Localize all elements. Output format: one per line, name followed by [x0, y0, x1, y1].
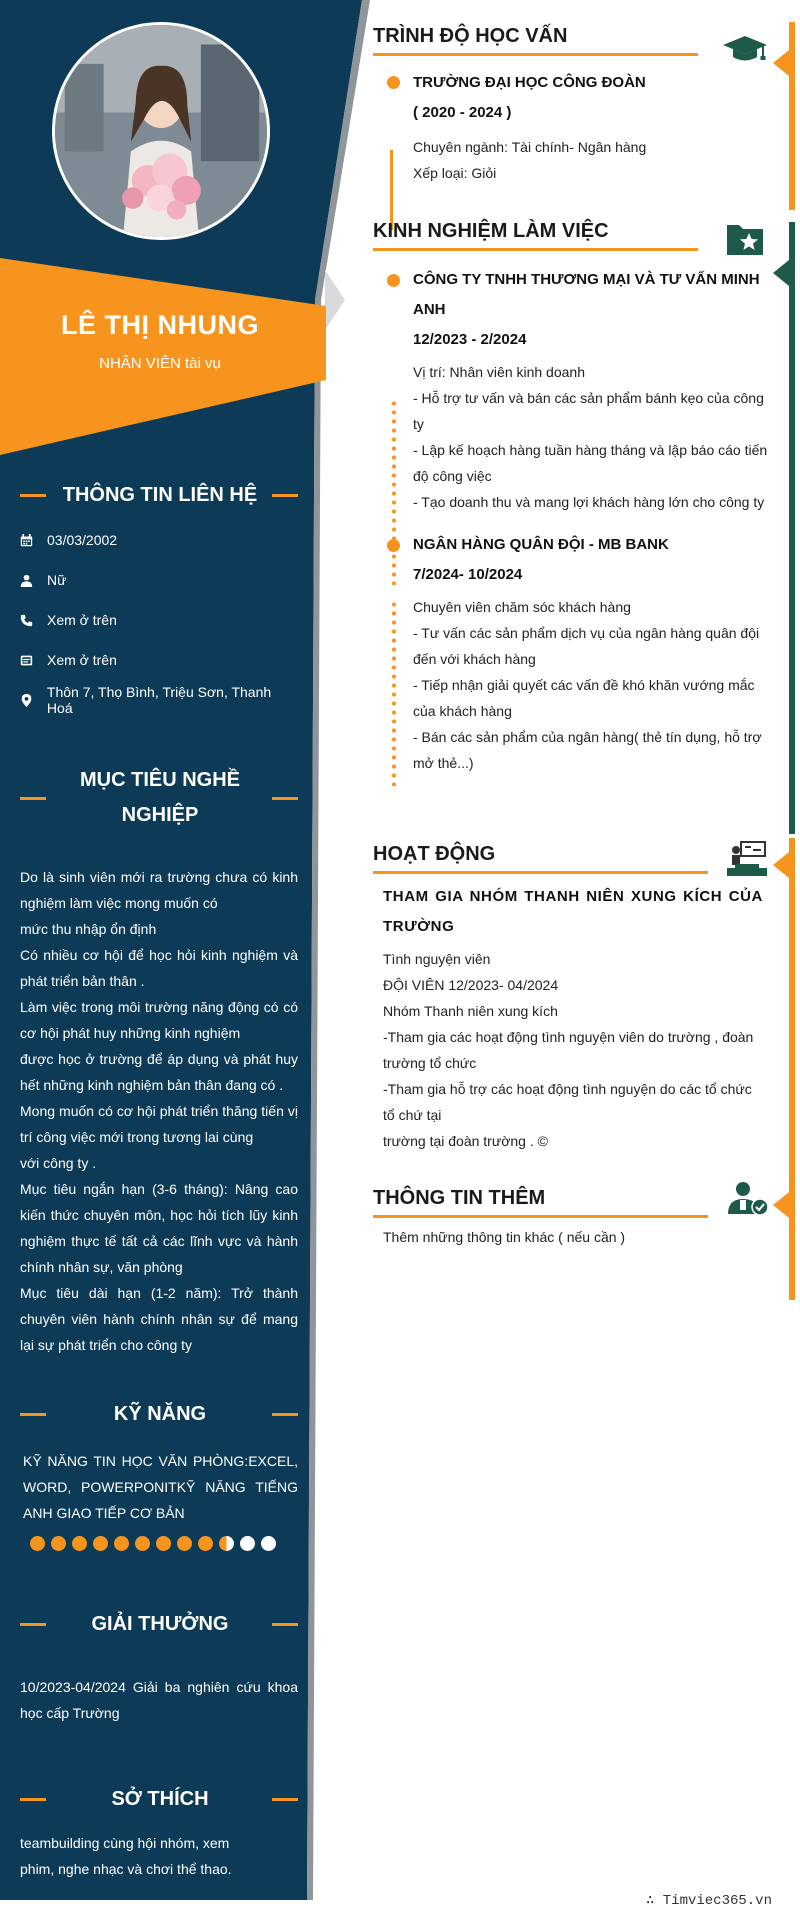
left-column	[0, 0, 320, 1900]
contact-title: THÔNG TIN LIÊN HỆ	[62, 484, 258, 506]
job-line: - Lập kế hoạch hàng tuần hàng tháng và lập báo cáo tiến độ công việc	[413, 442, 768, 484]
job-period: 12/2023 - 2/2024	[413, 331, 527, 348]
job-company: CÔNG TY TNHH THƯƠNG MẠI VÀ TƯ VẤN MINH ANH	[413, 271, 760, 318]
title-bar-right	[272, 1798, 298, 1801]
activity-line: Tình nguyện viên	[383, 951, 491, 967]
contact-section-title	[0, 478, 320, 513]
activity-line: Nhóm Thanh niên xung kích	[383, 1003, 558, 1019]
title-bar-left	[20, 1413, 46, 1416]
activity-headline: THAM GIA NHÓM THANH NIÊN XUNG KÍCH CỦA TRƯỜNG	[383, 888, 763, 935]
job-line: Vị trí: Nhân viên kinh doanh	[413, 364, 585, 380]
hobbies-text: teambuilding cùng hội nhóm, xem phim, nghe nhạc và chơi thể thao.	[20, 1835, 232, 1877]
rating-dot	[30, 1536, 45, 1551]
title-underline	[373, 248, 698, 251]
rating-dot	[93, 1536, 108, 1551]
school-name: TRƯỜNG ĐẠI HỌC CÔNG ĐOÀN	[413, 74, 646, 91]
contact-list	[20, 520, 300, 720]
education-section	[373, 22, 768, 186]
person-icon	[20, 574, 47, 587]
job-line: - Hỗ trợ tư vấn và bán các sản phẩm bánh kẹo của công ty	[413, 390, 764, 432]
education-header	[373, 22, 768, 58]
experience-side-stripe	[789, 222, 795, 834]
job-details	[413, 594, 768, 776]
activity-line: ĐỘI VIÊN 12/2023- 04/2024	[383, 977, 559, 993]
calendar-icon	[20, 534, 47, 547]
skills-section-title	[0, 1397, 320, 1432]
education-major: Chuyên ngành: Tài chính- Ngân hàng	[413, 139, 647, 155]
title-underline	[373, 1215, 708, 1218]
rating-dot	[72, 1536, 87, 1551]
objective-line: Mục tiêu dài hạn (1-2 năm): Trở thành chuyên viên hành chính nhân sự để mang lại sự phát triển cho công ty	[20, 1285, 298, 1353]
title-bar-right	[272, 1413, 298, 1416]
education-title: TRÌNH ĐỘ HỌC VẤN	[373, 25, 568, 47]
address-value: Thôn 7, Thọ Bình, Triệu Sơn, Thanh Hoá	[46, 684, 272, 716]
full-name: LÊ THỊ NHUNG	[61, 310, 259, 340]
title-underline	[373, 53, 698, 56]
rating-dot	[198, 1536, 213, 1551]
phone-value[interactable]: Xem ở trên	[47, 612, 117, 628]
activity-line: -Tham gia hỗ trợ các hoạt động tình nguyện do các tổ chức tổ chứ tại	[383, 1081, 752, 1123]
activities-header	[373, 840, 768, 876]
contact-row-gender	[20, 560, 300, 600]
rating-dot	[177, 1536, 192, 1551]
user-check-icon	[726, 1180, 770, 1216]
awards-text: 10/2023-04/2024 Giải ba nghiên cứu khoa học cấp Trường	[20, 1679, 298, 1721]
objective-line: được học ở trường để áp dụng và phát huy hết những kinh nghiệm bản thân đang có .	[20, 1051, 298, 1093]
awards-title: GIẢI THƯỞNG	[91, 1613, 229, 1635]
education-side-stripe	[789, 22, 795, 210]
title-bar-right	[272, 494, 298, 497]
extra-side-marker	[773, 1192, 789, 1218]
education-side-marker	[773, 50, 789, 76]
objective-line: Làm việc trong môi trường năng động có có cơ hội phát huy những kinh nghiệm	[20, 999, 298, 1041]
birthdate-value: 03/03/2002	[47, 532, 118, 548]
location-icon	[20, 694, 47, 707]
activities-body	[373, 882, 768, 1154]
profile-photo	[52, 22, 270, 240]
graduation-cap-icon	[723, 30, 767, 66]
job-period: 7/2024- 10/2024	[413, 566, 523, 583]
timeline-dots	[392, 600, 396, 786]
objective-title-line1: MỤC TIÊU NGHỀ	[80, 769, 240, 791]
title-bar-right	[272, 797, 298, 800]
phone-icon	[20, 614, 47, 627]
gender-value: Nữ	[47, 572, 67, 588]
objective-line: Có nhiều cơ hội để học hỏi kinh nghiệm và phát triển bản thân .	[20, 947, 298, 989]
activities-section	[373, 840, 768, 1154]
job-line: - Tạo doanh thu và mang lợi khách hàng lớn cho công ty	[413, 494, 765, 510]
podium-icon	[725, 840, 769, 876]
activities-side-stripe	[789, 838, 795, 1300]
rating-dot	[114, 1536, 129, 1551]
objective-line: Mong muốn có cơ hội phát triển thăng tiến vị trí công việc mới trong tương lai cùng	[20, 1103, 298, 1145]
email-icon	[20, 654, 47, 667]
folder-star-icon	[723, 221, 767, 257]
activity-details	[383, 946, 763, 1154]
objective-line: Mục tiêu ngắn hạn (3-6 tháng): Nâng cao kiến thức chuyên môn, học hỏi tích lũy kinh nghiệm thực tế tất cả các lĩnh vực và hành chính nhân sự, văn phòng	[20, 1181, 298, 1275]
title-bar-left	[20, 494, 46, 497]
rating-dot	[135, 1536, 150, 1551]
objective-title-line2: NGHIỆP	[121, 804, 199, 826]
contact-row-phone	[20, 600, 300, 640]
extra-text: Thêm những thông tin khác ( nếu cần )	[383, 1229, 626, 1245]
objective-line: mức thu nhập ổn định	[20, 921, 157, 937]
timeline-bullet	[387, 274, 400, 287]
activity-line: -Tham gia các hoạt động tình nguyện viên do trường , đoàn trường tổ chức	[383, 1029, 754, 1071]
activities-side-marker	[773, 852, 789, 878]
title-bar-right	[272, 1623, 298, 1626]
activities-title: HOẠT ĐỘNG	[373, 843, 496, 865]
job-line: Chuyên viên chăm sóc khách hàng	[413, 599, 631, 615]
job-line: - Bán các sản phẩm của ngân hàng( thẻ tín dụng, hỗ trợ mở thẻ...)	[413, 729, 762, 771]
hobbies-section-title	[0, 1782, 320, 1817]
objective-line: với công ty .	[20, 1155, 97, 1171]
skill-rating	[30, 1536, 276, 1551]
objective-text	[20, 864, 298, 1358]
experience-section	[373, 217, 768, 776]
contact-row-address	[20, 680, 300, 720]
timeline-bullet	[387, 539, 400, 552]
education-details	[413, 134, 768, 186]
timeline-bullet	[387, 76, 400, 89]
activity-line: trường tại đoàn trường . ©	[383, 1133, 548, 1149]
title-bar-left	[20, 1623, 46, 1626]
job-line: - Tư vấn các sản phẩm dịch vụ của ngân hàng quân đội đến với khách hàng	[413, 625, 760, 667]
objective-section-title	[0, 763, 320, 833]
job-title: NHÂN VIÊN tài vụ	[99, 355, 221, 372]
objective-line: Do là sinh viên mới ra trường chưa có kinh nghiệm làm việc mong muốn có	[20, 869, 298, 911]
experience-title: KINH NGHIỆM LÀM VIỆC	[373, 220, 609, 242]
skills-title: KỸ NĂNG	[113, 1403, 207, 1425]
rating-dot	[240, 1536, 255, 1551]
extra-title: THÔNG TIN THÊM	[373, 1187, 546, 1209]
education-grade: Xếp loại: Giỏi	[413, 165, 497, 181]
contact-row-email	[20, 640, 300, 680]
contact-row-birthdate	[20, 520, 300, 560]
job-details	[413, 359, 768, 515]
experience-side-marker	[773, 260, 789, 286]
title-underline	[373, 871, 708, 874]
job-line: - Tiếp nhận giải quyết các vấn đề khó khăn vướng mắc của khách hàng	[413, 677, 755, 719]
education-item	[373, 68, 768, 186]
title-bar-left	[20, 1798, 46, 1801]
rating-dot	[219, 1536, 234, 1551]
awards-section-title	[0, 1607, 320, 1642]
education-period: ( 2020 - 2024 )	[413, 104, 512, 121]
rating-dot	[261, 1536, 276, 1551]
job-company: NGÂN HÀNG QUÂN ĐỘI - MB BANK	[413, 536, 669, 553]
email-value[interactable]: Xem ở trên	[47, 652, 117, 668]
skills-text: KỸ NĂNG TIN HỌC VĂN PHÒNG:EXCEL, WORD, POWERPONITKỸ NĂNG TIẾNG ANH GIAO TIẾP CƠ BẢN	[23, 1453, 298, 1521]
title-bar-left	[20, 797, 46, 800]
hobbies-title: SỞ THÍCH	[111, 1788, 209, 1810]
watermark: ∴ Timviec365.vn	[645, 1893, 772, 1909]
extra-section	[373, 1184, 768, 1250]
experience-header	[373, 217, 768, 253]
rating-dot	[156, 1536, 171, 1551]
rating-dot	[51, 1536, 66, 1551]
extra-header	[373, 1184, 768, 1220]
job-item	[373, 530, 768, 776]
job-item	[373, 265, 768, 515]
